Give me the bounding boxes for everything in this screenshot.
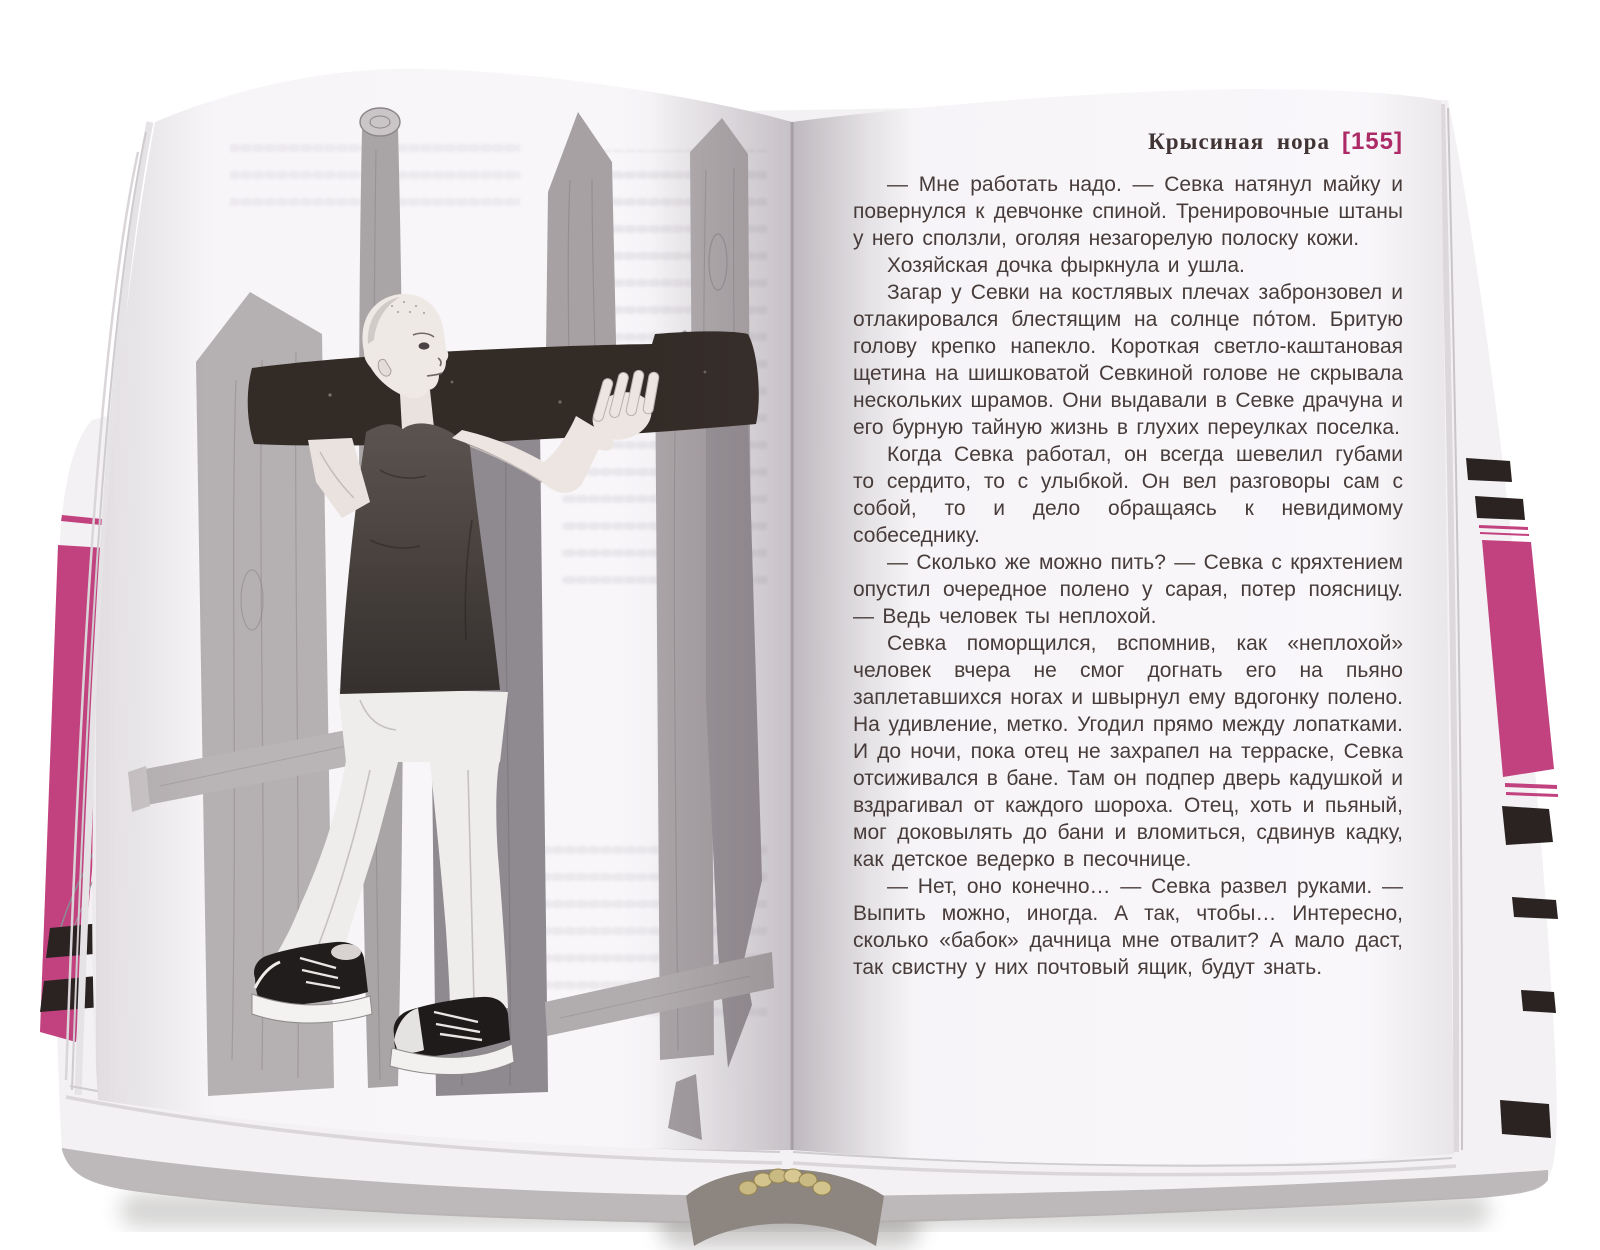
- paragraph: Когда Севка работал, он всегда шевелил губами то сердито, то с улыбкой. Он вел разговоры сам с собой, то и дело обращаясь к невидимому собеседнику.: [853, 443, 1403, 547]
- page-number: [155]: [1341, 128, 1403, 155]
- paragraph: — Мне работать надо. — Севка натянул майку и повернулся к девчонке спиной. Тренировочные штаны у него сползли, оголяя незагорелую полоску кожи.: [853, 173, 1403, 250]
- paragraph: Севка поморщился, вспомнив, как «неплохой» человек вчера не смог догнать его на пьяно заплетавшихся ногах и швырнул ему вдогонку полено. На удивление, метко. Угодил прямо между лопатками. И до ночи, пока отец не захрапел на терраске, Севка отсиживался в бане. Там он подпер дверь кадушкой и вздрагивал от каждого шороха. Отец, хоть и пьяный, мог доковылять до бани и вломиться, сдвинув кадку, как детское ведерко в песочнице.: [853, 632, 1403, 871]
- chapter-title: Крысиная нора: [1148, 129, 1330, 154]
- right-page-content: [853, 118, 1403, 981]
- paragraph: Загар у Севки на костлявых плечах забронзовел и отлакировался блестящим на солнце по́том. Бритую голову крепко напекло. Короткая светло-каштановая щетина на шишковатой Севкиной голове не скрывала нескольких шрамов. Они выдавали в Севке драчуна и его бурную тайную жизнь в глухих переулках поселка.: [853, 281, 1403, 439]
- paragraph: — Сколько же можно пить? — Севка с кряхтением опустил очередное полено у сарая, потер поясницу. — Ведь человек ты неплохой.: [853, 551, 1403, 628]
- paragraph: — Нет, оно конечно… — Севка развел руками. — Выпить можно, иногда. А так, чтобы… Интересно, сколько «бабок» дачница мне отвалит? А мало даст, так свистну у них почтовый ящик, будут знать.: [853, 875, 1403, 979]
- running-head: [853, 128, 1403, 156]
- paragraph: Хозяйская дочка фыркнула и ушла.: [887, 254, 1245, 277]
- body-text: [853, 171, 1403, 981]
